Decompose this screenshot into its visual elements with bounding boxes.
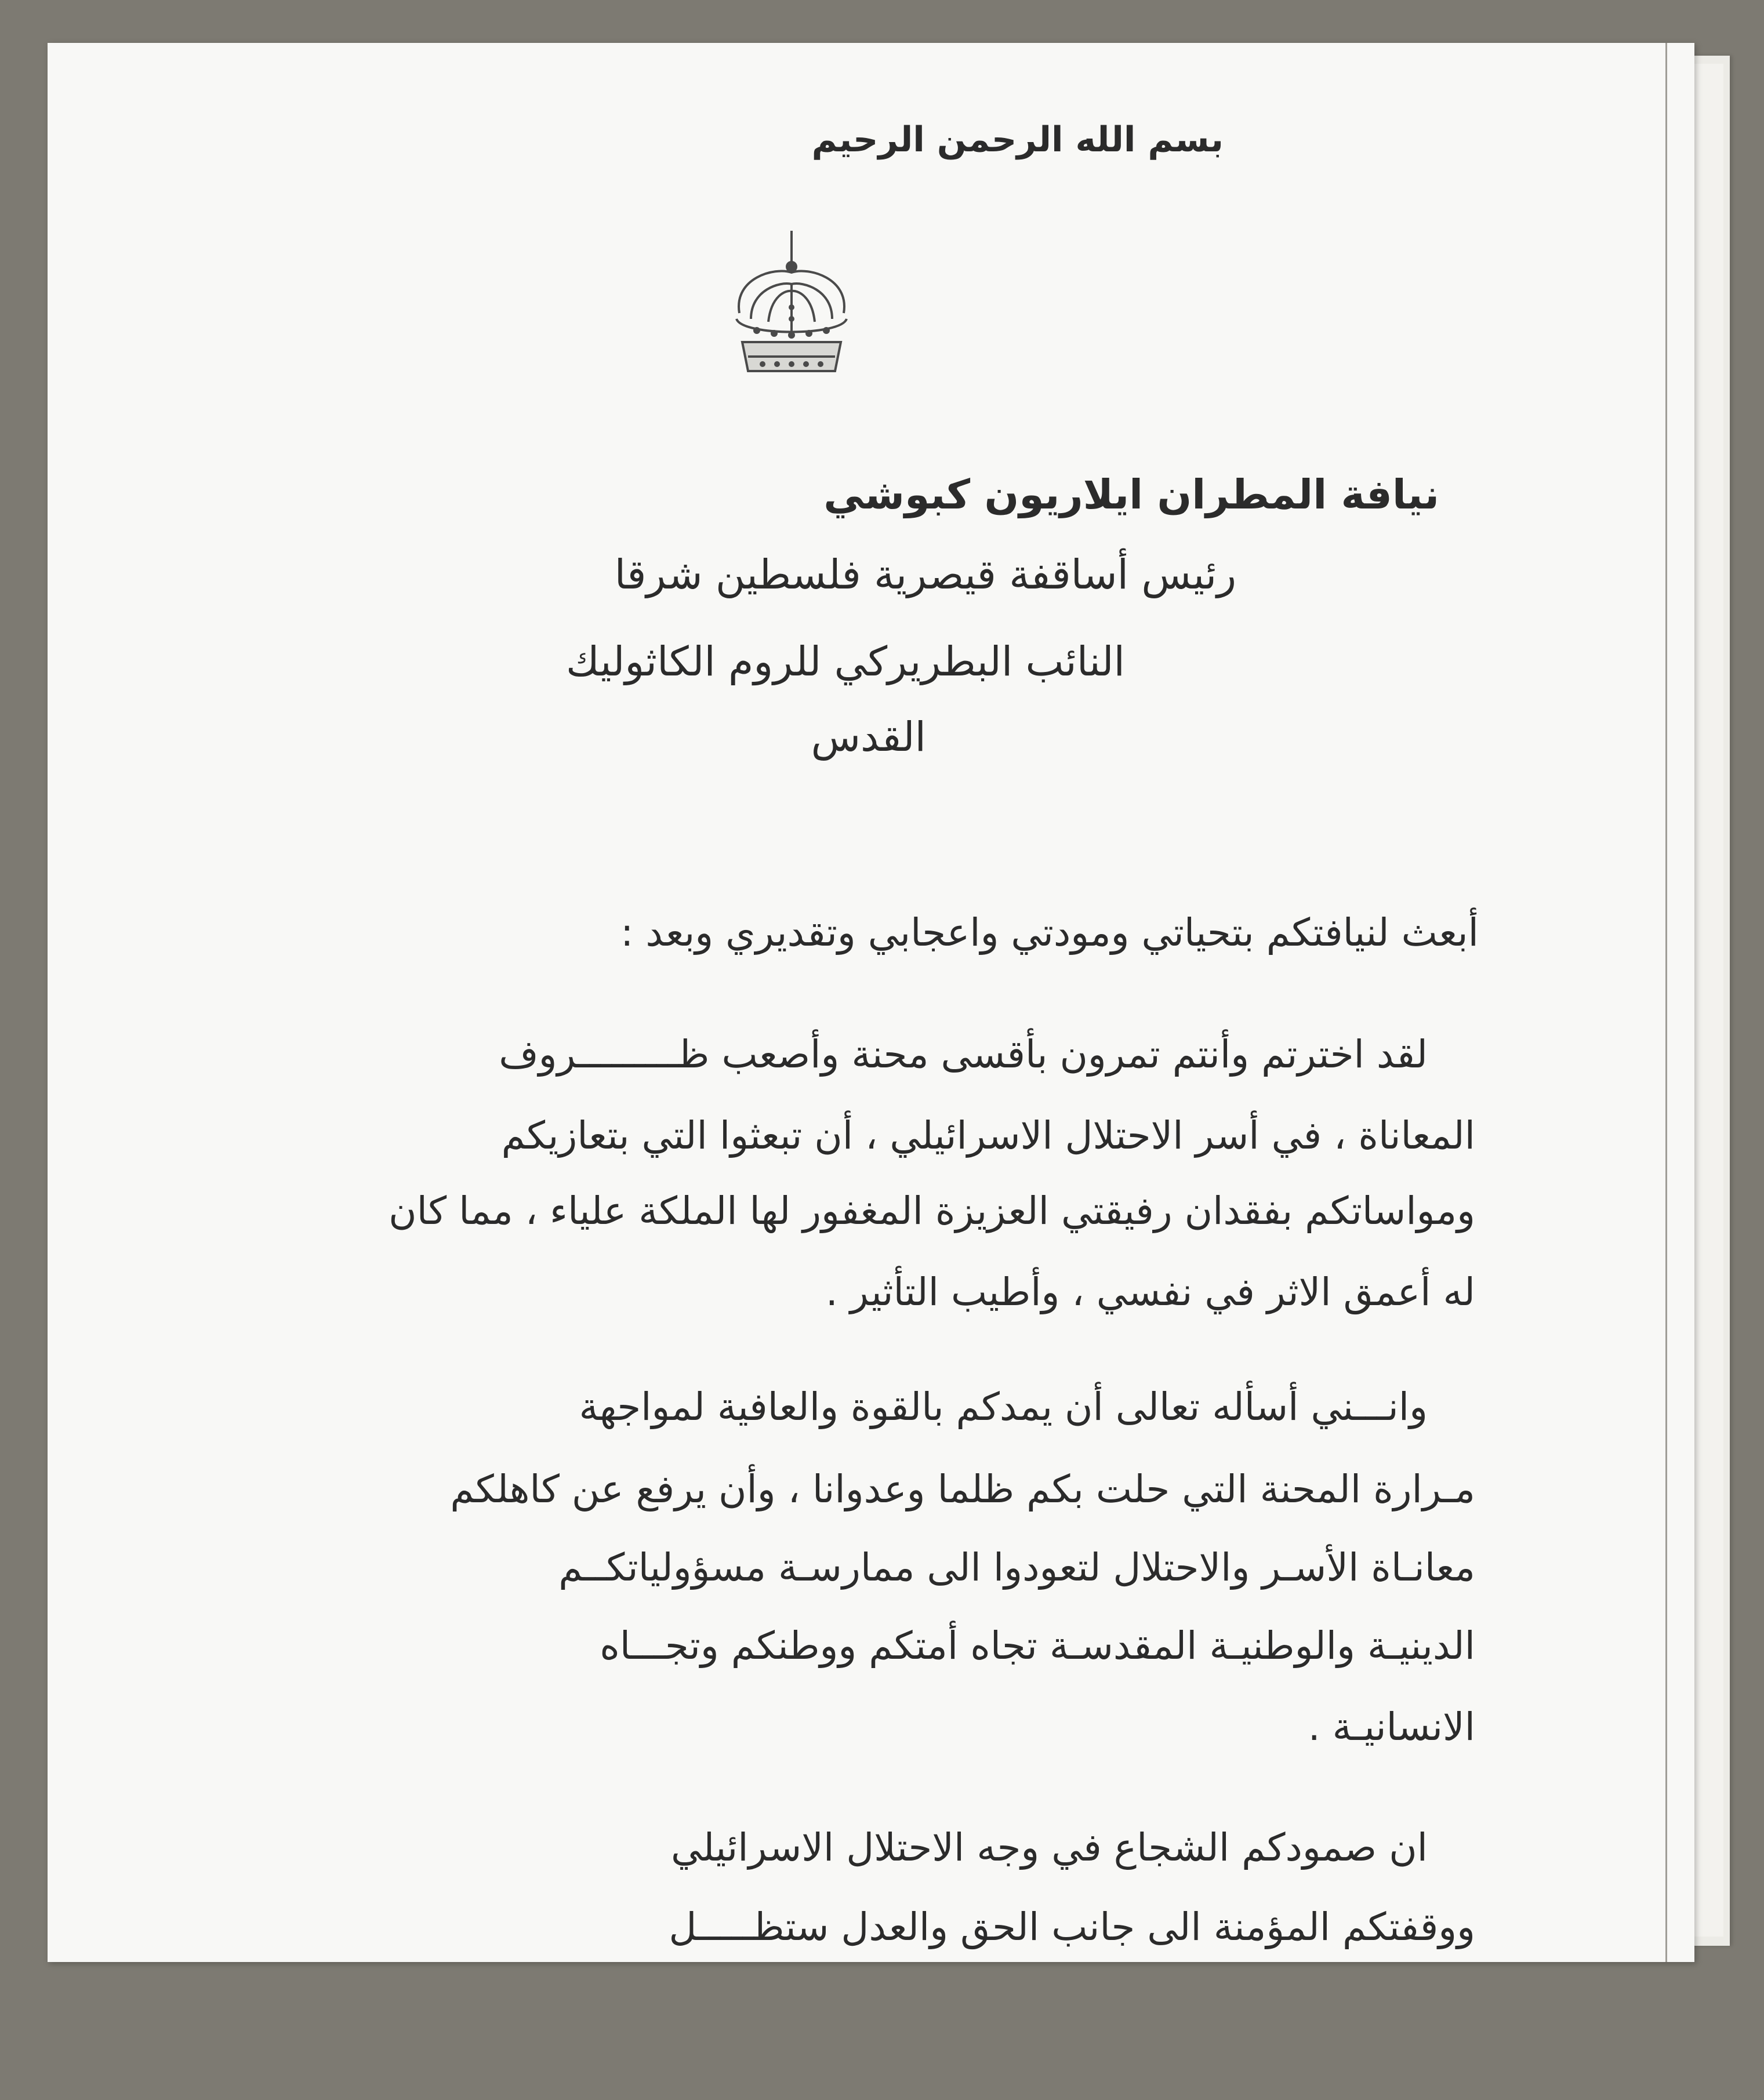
paragraph-3-line-1: ان صمودكم الشجاع في وجه الاحتلال الاسرائيلي: [671, 1825, 1428, 1870]
greeting-line: أبعث لنيافتكم بتحياتي ومودتي واعجابي وتقديري وبعد :: [620, 910, 1479, 955]
paragraph-3-line-2: ووقفتكم المؤمنة الى جانب الحق والعدل ستظـــــل: [669, 1905, 1475, 1949]
paragraph-1-line-2: المعاناة ، في أسر الاحتلال الاسرائيلي ، أن تبعثوا التي بتعازيكم: [501, 1113, 1475, 1158]
addressee-office: النائب البطريركي للروم الكاثوليك: [565, 638, 1125, 685]
paragraph-2-line-4: الدينيـة والوطنيـة المقدسـة تجاه أمتكم ووطنكم وتجـــاه: [600, 1623, 1475, 1668]
paragraph-2-line-5: الانسانيـة .: [1308, 1705, 1475, 1749]
addressee-name: نيافة المطران ايلاريون كبوشي: [823, 471, 1439, 518]
paragraph-1-line-3: ومواساتكم بفقدان رفيقتي العزيزة المغفور لها الملكة علياء ، مما كان: [389, 1189, 1475, 1233]
addressee-city: القدس: [811, 713, 926, 761]
paragraph-2-line-1: وانـــني أسأله تعالى أن يمدكم بالقوة والعافية لمواجهة: [579, 1385, 1428, 1429]
basmala-heading: بسم الله الرحمن الرحيم: [811, 119, 1224, 160]
addressee-title: رئيس أساقفة قيصرية فلسطين شرقا: [614, 551, 1236, 598]
paragraph-2-line-3: معانـاة الأسـر والاحتلال لتعودوا الى ممارسـة مسؤولياتكــم: [558, 1545, 1475, 1590]
crown-emblem-icon: [716, 226, 867, 383]
paragraph-2-line-2: مـرارة المحنة التي حلت بكم ظلما وعدوانا ، وأن يرفع عن كاهلكم: [450, 1467, 1475, 1512]
paragraph-1-line-1: لقد اخترتم وأنتم تمرون بأقسى محنة وأصعب ظـــــــــروف: [499, 1032, 1428, 1077]
paragraph-1-line-4: له أعمق الاثر في نفسي ، وأطيب التأثير .: [825, 1270, 1475, 1314]
letter-page: [48, 43, 1694, 1962]
page-fold-line: [1665, 43, 1667, 1962]
